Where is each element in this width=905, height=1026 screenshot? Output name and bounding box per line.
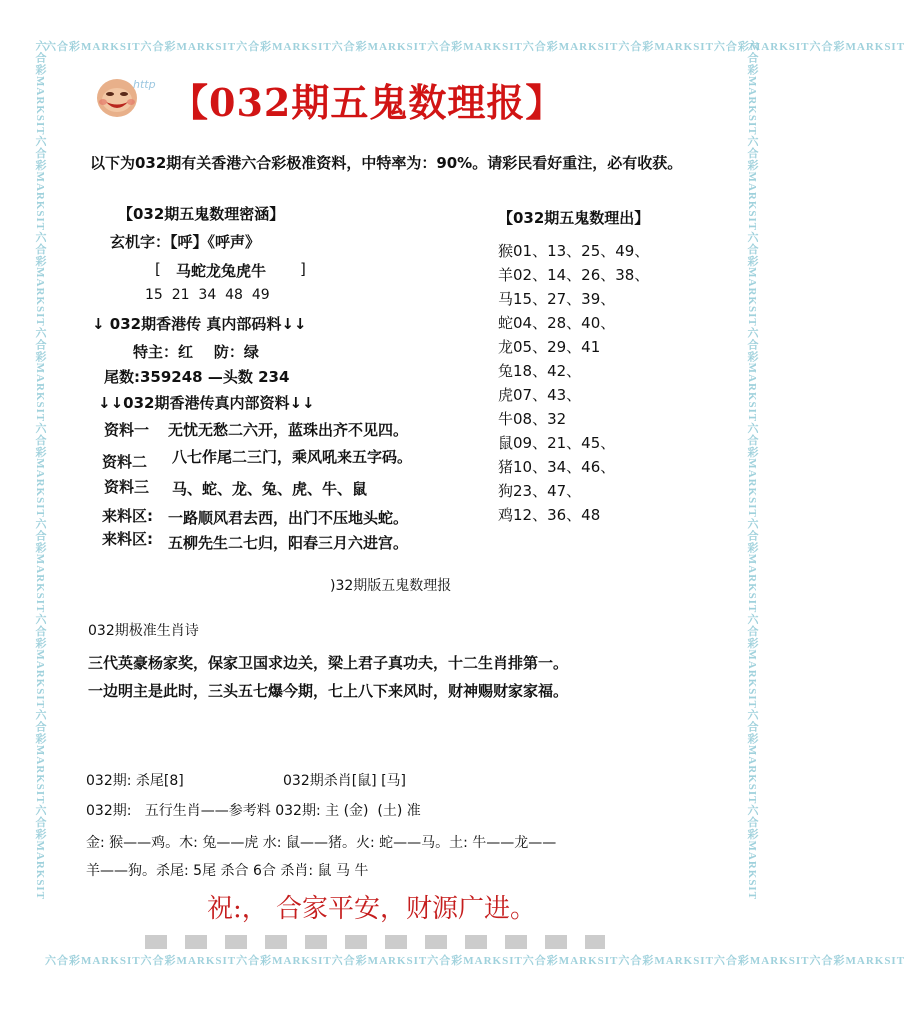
wuxing-text: 032期: 五行生肖——参考料 032期: 主 (金) (土) 准 xyxy=(86,803,421,819)
right-heading: 【032期五鬼数理出】 xyxy=(498,209,650,227)
zodiac-row: 牛08、32 xyxy=(498,410,567,428)
zodiac-row: 马15、27、39、 xyxy=(498,290,616,308)
zodiac-row: 鼠09、21、45、 xyxy=(498,434,616,452)
zodiac-row: 鸡12、36、48 xyxy=(498,506,601,524)
zodiac-open: [ xyxy=(155,260,161,278)
ziliao-label: 来料区: xyxy=(102,530,153,548)
weishu-text: 尾数:359248 —头数 234 xyxy=(104,368,290,386)
blessing-text: 祝:， 合家平安，财源广进。 xyxy=(207,894,537,924)
logo-text: http xyxy=(133,78,156,91)
smiley-logo xyxy=(93,74,156,120)
ziliao-text: 八七作尾二三门，乘风吼来五字码。 xyxy=(172,448,413,466)
page-title: 【032期五鬼数理报】 xyxy=(170,80,565,125)
kill-zodiac-text: 032期杀肖[鼠] [马] xyxy=(283,773,407,789)
poem-line-1: 三代英豪杨家奖，保家卫国求边关，梁上君子真功夫，十二生肖排第一。 xyxy=(88,654,569,672)
section-code-heading: ↓ 032期香港传 真内部码料↓↓ xyxy=(92,315,307,333)
ziliao-label: 资料三 xyxy=(104,478,150,496)
zodiac-row: 羊02、14、26、38、 xyxy=(498,266,650,284)
watermark-bottom: 六合彩MARKSIT六合彩MARKSIT六合彩MARKSIT六合彩MARKSIT六合彩MARKSIT六合彩MARKSIT六合彩MARKSIT六合彩MARKSIT六合彩MARKSIT xyxy=(45,955,905,967)
watermark-left: 六合彩MARKSIT六合彩MARKSIT六合彩MARKSIT六合彩MARKSIT六合彩MARKSIT六合彩MARKSIT六合彩MARKSIT六合彩MARKSIT六合彩MARKSIT xyxy=(34,40,46,901)
elements-line: 金: 猴——鸡。木: 兔——虎 水: 鼠——猪。火: 蛇——马。土: 牛——龙—— xyxy=(86,835,557,851)
zodiac-row: 蛇04、28、40、 xyxy=(498,314,616,332)
elements-line-2: 羊——狗。杀尾: 5尾 杀合 6合 杀肖: 鼠 马 牛 xyxy=(86,863,369,879)
zodiac-row: 龙05、29、41 xyxy=(498,338,601,356)
section-info-heading: ↓↓032期香港传真内部资料↓↓ xyxy=(98,394,315,412)
tezhu-text: 特主：红 防：绿 xyxy=(133,343,259,361)
faded-text-residue xyxy=(145,935,605,949)
zodiac-row: 兔18、42、 xyxy=(498,362,582,380)
xuanji-text: 玄机字：【呼】《呼声》 xyxy=(110,233,261,251)
zodiac-row: 狗23、47、 xyxy=(498,482,582,500)
subtitle: )32期版五鬼数理报 xyxy=(330,578,452,594)
intro-text: 以下为032期有关香港六合彩极准资料，中特率为：90%。请彩民看好重注，必有收获。 xyxy=(90,154,683,172)
poem-line-2: 一边明主是此时，三头五七爆今期，七上八下来风时，财神赐财家家福。 xyxy=(88,682,569,700)
zodiac-list: 马蛇龙兔虎牛 xyxy=(176,262,267,280)
ziliao-text: 一路顺风君去西，出门不压地头蛇。 xyxy=(168,509,409,527)
zodiac-row: 猪10、34、46、 xyxy=(498,458,616,476)
ziliao-text: 无忧无愁二六开，蓝珠出齐不见四。 xyxy=(168,421,409,439)
watermark-top: 六合彩MARKSIT六合彩MARKSIT六合彩MARKSIT六合彩MARKSIT六合彩MARKSIT六合彩MARKSIT六合彩MARKSIT六合彩MARKSIT六合彩MARKSIT xyxy=(45,41,905,53)
left-heading: 【032期五鬼数理密涵】 xyxy=(118,205,285,223)
kill-tail-text: 032期: 杀尾[8] xyxy=(86,773,184,789)
ziliao-label: 资料一 xyxy=(104,421,150,439)
ziliao-label: 资料二 xyxy=(102,453,148,471)
zodiac-row: 猴01、13、25、49、 xyxy=(498,242,650,260)
special-numbers: 15 21 34 48 49 xyxy=(145,287,270,303)
watermark-right: 六合彩MARKSIT六合彩MARKSIT六合彩MARKSIT六合彩MARKSIT六合彩MARKSIT六合彩MARKSIT六合彩MARKSIT六合彩MARKSIT六合彩MARKSIT xyxy=(746,40,758,901)
zodiac-close: ] xyxy=(300,260,306,278)
ziliao-label: 来料区: xyxy=(102,507,153,525)
zodiac-row: 虎07、43、 xyxy=(498,386,582,404)
ziliao-text: 马、蛇、龙、兔、虎、牛、鼠 xyxy=(172,480,368,498)
ziliao-text: 五柳先生二七归，阳春三月六进宫。 xyxy=(168,534,409,552)
poem-heading: 032期极准生肖诗 xyxy=(88,623,199,639)
